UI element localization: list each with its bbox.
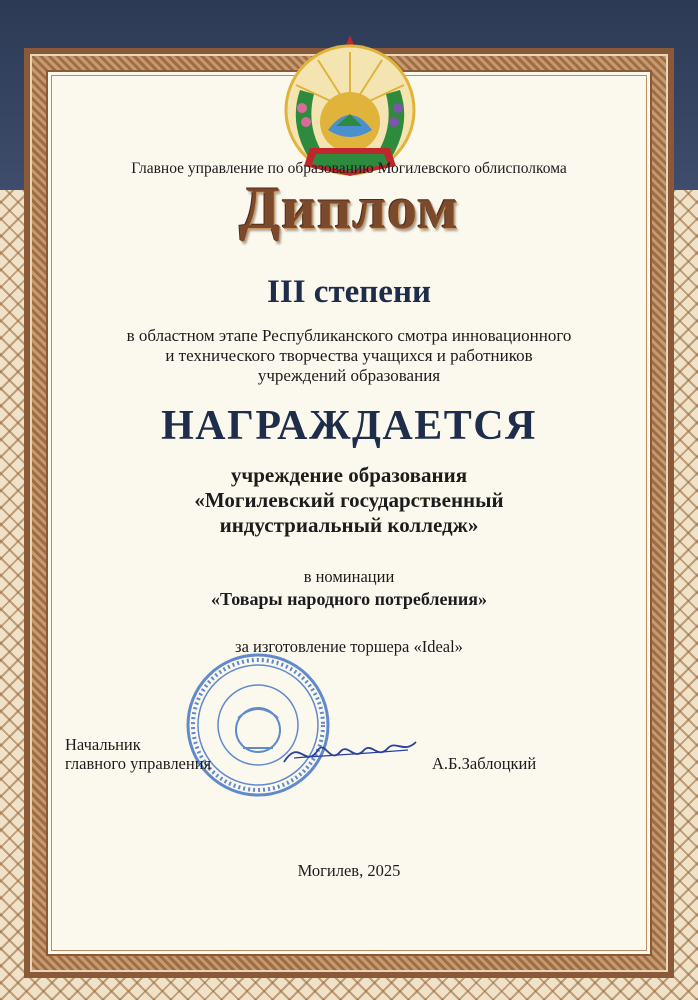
signer-name: А.Б.Заблоцкий <box>432 754 537 773</box>
awarded-heading: НАГРАЖДАЕТСЯ <box>161 403 537 449</box>
institution-line: индустриальный колледж» <box>219 513 479 537</box>
nomination-label: в номинации <box>303 567 395 586</box>
handwritten-signature <box>280 732 420 772</box>
institution-name <box>49 463 649 538</box>
institution-line: учреждение образования <box>230 463 468 487</box>
city-year: Могилев, 2025 <box>297 861 401 880</box>
description-line: и технического творчества учащихся и работников <box>165 346 533 365</box>
signer-position <box>65 735 211 773</box>
description-line: учреждений образования <box>257 366 441 385</box>
diploma-title: Диплом <box>239 175 459 241</box>
official-seal-stamp-icon <box>183 650 333 800</box>
nomination-name: «Товары народного потребления» <box>211 589 487 609</box>
award-reason: за изготовление торшера «Ideal» <box>235 637 463 656</box>
diploma-degree: III степени <box>267 274 431 310</box>
description-line: в областном этапе Республиканского смотра инновационного <box>126 326 572 345</box>
institution-line: «Могилевский государственный <box>194 488 504 512</box>
organization-name: Главное управление по образованию Могилевского облисполкома <box>131 160 567 177</box>
position-line: Начальник <box>65 735 141 754</box>
diploma-description <box>49 326 649 386</box>
belarus-state-emblem-icon <box>270 30 430 180</box>
position-line: главного управления <box>65 754 212 773</box>
